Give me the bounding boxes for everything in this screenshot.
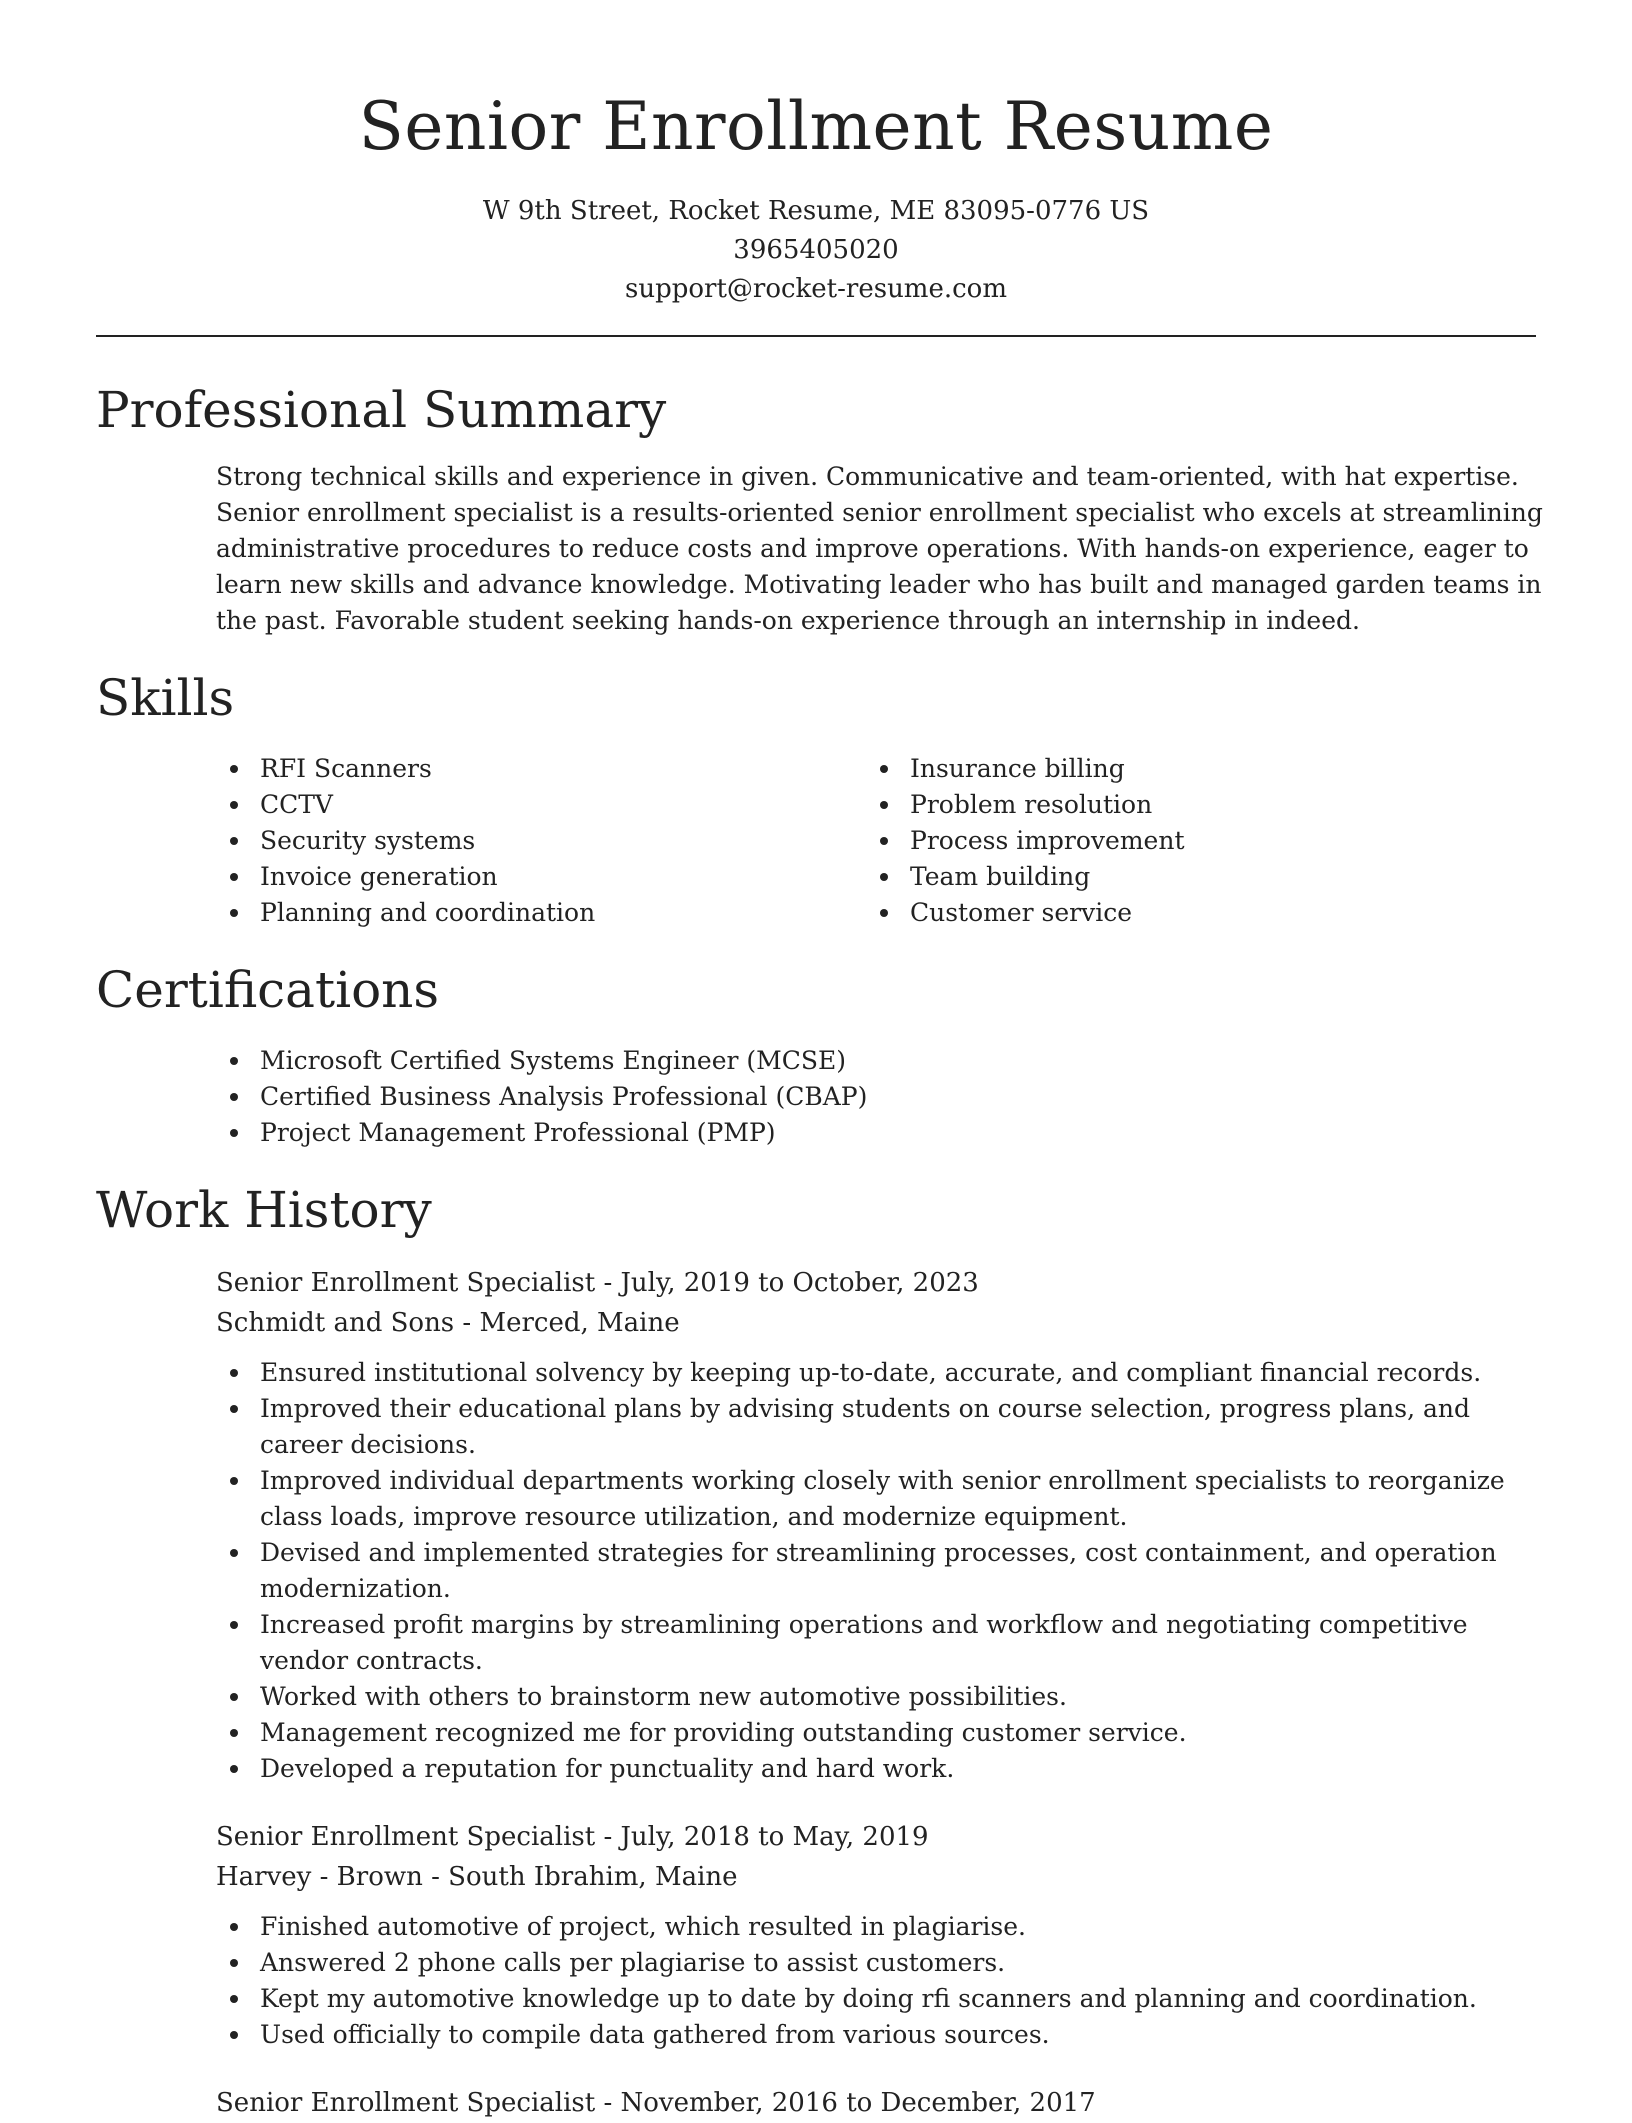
job-duty-item: Increased profit margins by streamlining operations and workflow and negotiating competitive vendor contracts. [216, 1607, 1556, 1679]
address-text: W 9th Street, Rocket Resume, ME 83095-0776 US [482, 196, 1150, 226]
skill-item: Invoice generation [216, 859, 866, 895]
email-text: support@rocket-resume.com [624, 274, 1007, 304]
job-entry [216, 1817, 1536, 2053]
summary-heading: Professional Summary [96, 381, 667, 439]
certifications-list [216, 1043, 1536, 1151]
job-entry [216, 2083, 1536, 2123]
resume-title: Senior Enrollment Resume [358, 88, 1274, 165]
certifications-heading: Certifications [96, 961, 440, 1019]
job-company-line: Schmidt and Sons - Merced, Maine [216, 1308, 680, 1338]
skills-section [96, 663, 1536, 931]
skill-item: Customer service [866, 895, 1516, 931]
job-duties-list [216, 1355, 1556, 1787]
job-title-line: Senior Enrollment Specialist - July, 2019 to October, 2023 [216, 1268, 979, 1298]
skills-heading: Skills [96, 669, 235, 727]
job-duty-item: Worked with others to brainstorm new automotive possibilities. [216, 1679, 1556, 1715]
job-duty-item: Improved their educational plans by advising students on course selection, progress plans, and career decisions. [216, 1391, 1556, 1463]
work-history-heading: Work History [96, 1181, 432, 1239]
job-title-line: Senior Enrollment Specialist - November, 2016 to December, 2017 [216, 2088, 1096, 2118]
job-duties-list [216, 1909, 1556, 2053]
job-duty-item: Answered 2 phone calls per plagiarise to assist customers. [216, 1945, 1556, 1981]
skill-item: Security systems [216, 823, 866, 859]
certifications-section [96, 955, 1536, 1151]
skills-column-right [866, 751, 1516, 931]
summary-text: Strong technical skills and experience in given. Communicative and team-oriented, with hat expertise. Senior enrollment specialist is a results-oriented senior enrollment specialist who excels at streamlining administrative procedures to reduce costs and improve operations. With hands-on experience, eager to learn new skills and advance knowledge. Motivating leader who has built and managed garden teams in the past. Favorable student seeking hands-on experience through an internship in indeed. [216, 462, 1543, 635]
job-duty-item: Ensured institutional solvency by keeping up-to-date, accurate, and compliant financial records. [216, 1355, 1556, 1391]
resume-page [96, 0, 1543, 2123]
skill-item: RFI Scanners [216, 751, 866, 787]
skill-item: Insurance billing [866, 751, 1516, 787]
job-duty-item: Improved individual departments working closely with senior enrollment specialists to reorganize class loads, improve resource utilization, and modernize equipment. [216, 1463, 1556, 1535]
certification-item: Certified Business Analysis Professional (CBAP) [216, 1079, 1536, 1115]
job-duty-item: Developed a reputation for punctuality and hard work. [216, 1751, 1556, 1787]
skill-item: Team building [866, 859, 1516, 895]
job-entry [216, 1263, 1536, 1787]
job-title-line: Senior Enrollment Specialist - July, 2018 to May, 2019 [216, 1822, 929, 1852]
job-duty-item: Used officially to compile data gathered from various sources. [216, 2017, 1556, 2053]
skill-item: Process improvement [866, 823, 1516, 859]
skill-item: Problem resolution [866, 787, 1516, 823]
job-duty-item: Kept my automotive knowledge up to date by doing rfi scanners and planning and coordination. [216, 1981, 1556, 2017]
skills-grid [216, 751, 1536, 931]
phone-text: 3965405020 [733, 235, 899, 265]
job-duty-item: Devised and implemented strategies for streamlining processes, cost containment, and operation modernization. [216, 1535, 1556, 1607]
certification-item: Project Management Professional (PMP) [216, 1115, 1536, 1151]
header-divider [96, 335, 1536, 337]
resume-header [96, 0, 1536, 309]
skill-item: CCTV [216, 787, 866, 823]
summary-section [96, 375, 1543, 639]
skill-item: Planning and coordination [216, 895, 866, 931]
skills-column-left [216, 751, 866, 931]
job-duty-item: Management recognized me for providing outstanding customer service. [216, 1715, 1556, 1751]
job-duty-item: Finished automotive of project, which resulted in plagiarise. [216, 1909, 1556, 1945]
work-history-section [96, 1175, 1536, 2123]
job-company-line: Harvey - Brown - South Ibrahim, Maine [216, 1862, 738, 1892]
certification-item: Microsoft Certified Systems Engineer (MCSE) [216, 1043, 1536, 1079]
contact-block [96, 192, 1536, 309]
